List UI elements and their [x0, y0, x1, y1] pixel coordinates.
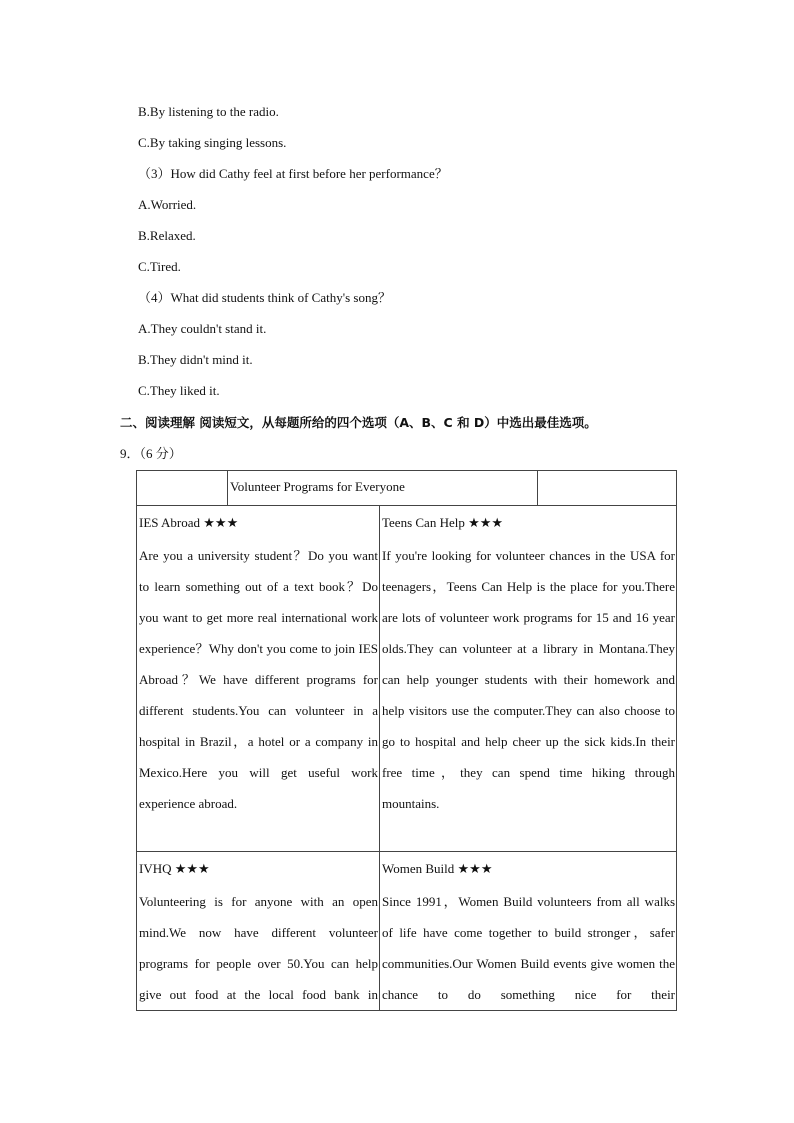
program-cell-women-build	[380, 852, 677, 1011]
question-4: （4）What did students think of Cathy's song？	[138, 290, 391, 305]
table-row	[137, 852, 677, 1011]
option-c-q2: C.By taking singing lessons.	[138, 135, 287, 150]
program-cell-ivhq	[137, 852, 380, 1011]
program-cell-teens-can-help	[380, 506, 677, 852]
option-b-q3: B.Relaxed.	[138, 228, 196, 243]
program-description: If you're looking for volunteer chances in the USA for teenagers，Teens Can Help is the place for you.There are lots of volunteer work programs for 15 and 16 year olds.They can volunteer at a library in Montana.They can help younger students with their homework and help visitors use the computer.They can also choose to go to hospital and help cheer up the sick kids.In their free time，they can spend time hiking through mountains.	[382, 548, 676, 811]
table-row	[137, 506, 677, 852]
program-description: Volunteering is for anyone with an open mind.We now have different volunteer programs for people over 50.You can help give out food at the local food bank in	[139, 894, 378, 1002]
program-name: Teens Can Help ★★★	[382, 515, 504, 530]
program-name: IES Abroad ★★★	[139, 515, 239, 530]
program-cell-ies-abroad	[137, 506, 380, 852]
volunteer-programs-table	[136, 470, 677, 1011]
option-c-q3: C.Tired.	[138, 259, 181, 274]
header-empty-cell-left	[137, 471, 228, 506]
program-description: Are you a university student？Do you want to learn something out of a text book？Do you want to get more real international work experience？Why don't you come to join IES Abroad？We have different programs for different students.You can volunteer in a hospital in Brazil，a hotel or a company in Mexico.Here you will get useful work experience abroad.	[139, 548, 378, 811]
option-a-q4: A.They couldn't stand it.	[138, 321, 267, 336]
question-number: 9．（6 分）	[120, 446, 182, 461]
question-3: （3）How did Cathy feel at first before her performance？	[138, 166, 448, 181]
header-empty-cell-right	[538, 471, 677, 506]
program-name: Women Build ★★★	[382, 861, 493, 876]
option-b-q4: B.They didn't mind it.	[138, 352, 253, 367]
program-description: Since 1991，Women Build volunteers from all walks of life have come together to build stronger，safer communities.Our Women Build events give women the chance to do something nice for their	[382, 894, 676, 1002]
option-a-q3: A.Worried.	[138, 197, 197, 212]
section-heading: 二、阅读理解 阅读短文，从每题所给的四个选项（A、B、C 和 D）中选出最佳选项。	[120, 415, 597, 430]
table-title: Volunteer Programs for Everyone	[228, 471, 538, 506]
option-c-q4: C.They liked it.	[138, 383, 220, 398]
table-header-row	[137, 471, 677, 506]
option-b-q2: B.By listening to the radio.	[138, 104, 279, 119]
program-name: IVHQ ★★★	[139, 861, 210, 876]
